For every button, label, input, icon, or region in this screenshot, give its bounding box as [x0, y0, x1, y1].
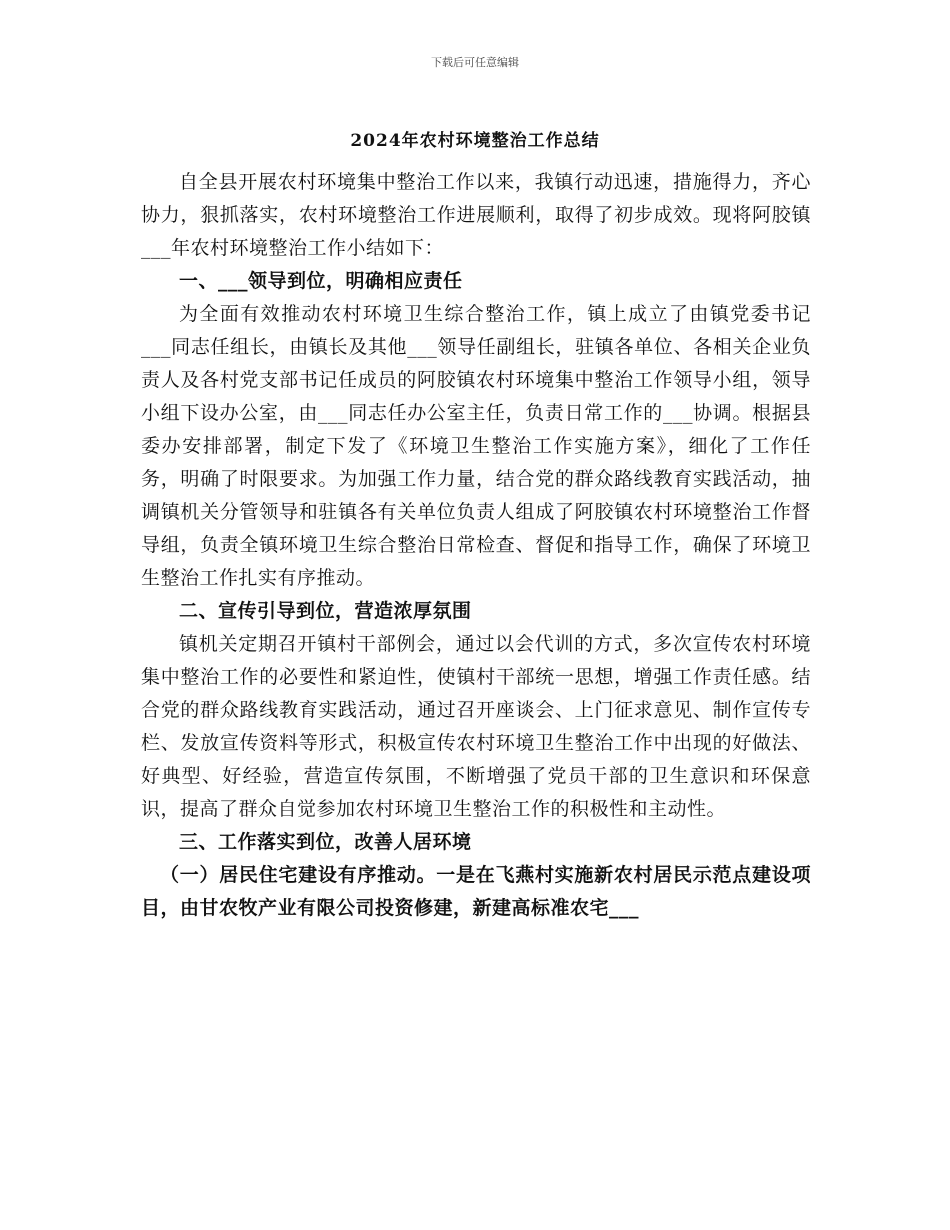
section-3-subsection-1: （一）居民住宅建设有序推动。一是在飞燕村实施新农村居民示范点建设项目，由甘农牧产业有限公司投资修建，新建高标准农宅___ — [141, 864, 811, 919]
document-title: 2024年农村环境整治工作总结 — [350, 131, 600, 151]
section-2-paragraph: 镇机关定期召开镇村干部例会，通过以会代训的方式，多次宣传农村环境集中整治工作的必要性和紧迫性，使镇村干部统一思想，增强工作责任感。结合党的群众路线教育实践活动，通过召开座谈会、上门征求意见、制作宣传专栏、发放宣传资料等形式，积极宣传农村环境卫生整治工作中出现的好做法、好典型、好经验，营造宣传氛围，不断增强了党员干部的卫生意识和环保意识，提高了群众自觉参加农村环境卫生整治工作的积极性和主动性。 — [141, 633, 811, 820]
page-header-note: 下载后可任意编辑 — [431, 56, 519, 69]
intro-paragraph: 自全县开展农村环境集中整治工作以来，我镇行动迅速，措施得力，齐心协力，狠抓落实，农村环境整治工作进展顺利，取得了初步成效。现将阿胶镇___年农村环境整治工作小结如下： — [141, 171, 811, 259]
section-2-heading: 二、宣传引导到位，营造浓厚氛围 — [179, 600, 472, 622]
section-1-heading: 一、___领导到位，明确相应责任 — [179, 270, 463, 292]
section-3-heading: 三、工作落实到位，改善人居环境 — [179, 831, 472, 853]
section-1-paragraph: 为全面有效推动农村环境卫生综合整治工作，镇上成立了由镇党委书记___同志任组长，由镇长及其他___领导任副组长，驻镇各单位、各相关企业负责人及各村党支部书记任成员的阿胶镇农村环境集中整治工作领导小组，领导小组下设办公室，由___同志任办公室主任，负责日常工作的___协调。根据县委办安排部署，制定下发了《环境卫生整治工作实施方案》，细化了工作任务，明确了时限要求。为加强工作力量，结合党的群众路线教育实践活动，抽调镇机关分管领导和驻镇各有关单位负责人组成了阿胶镇农村环境整治工作督导组，负责全镇环境卫生综合整治日常检查、督促和指导工作，确保了环境卫生整治工作扎实有序推动。 — [141, 303, 811, 589]
document-body — [141, 166, 811, 925]
